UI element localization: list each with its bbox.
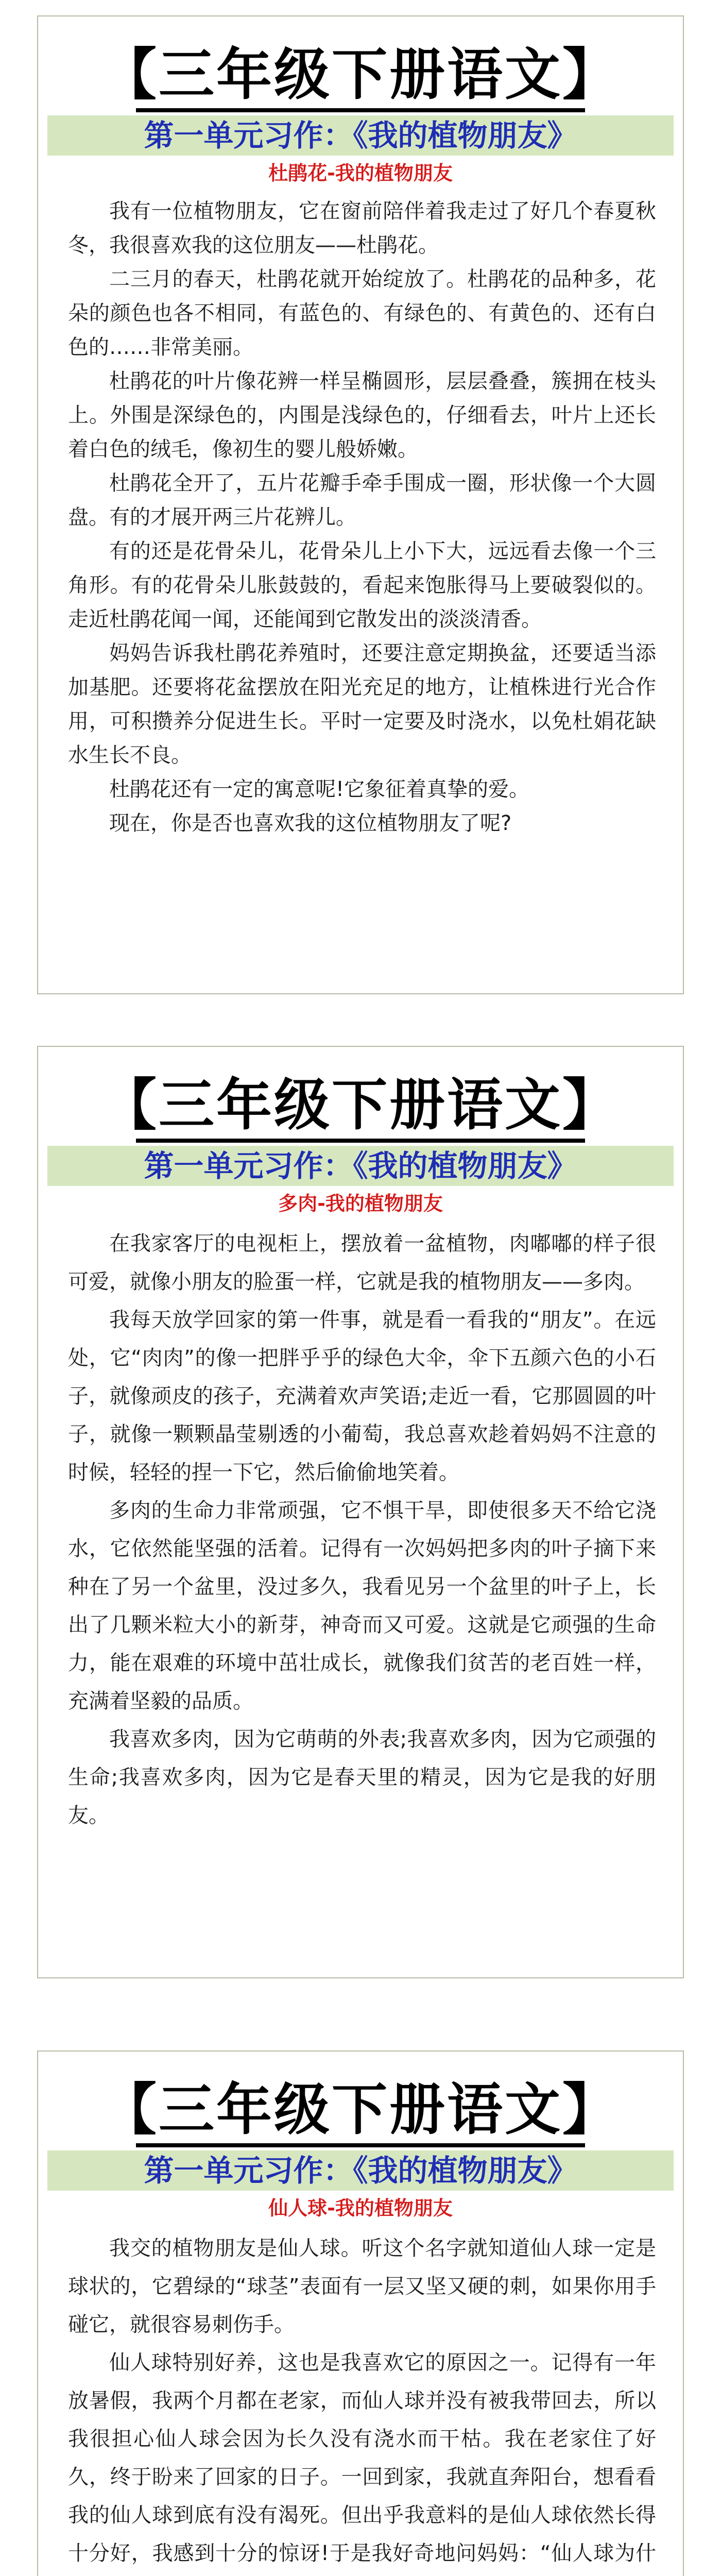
doc-title: 【三年级下册语文】	[100, 2078, 620, 2142]
essay-paragraph: 杜鹃花的叶片像花辨一样呈椭圆形，层层叠叠，簇拥在枝头上。外围是深绿色的，内围是浅绿色的，仔细看去，叶片上还长着白色的绒毛，像初生的婴儿般娇嫩。	[68, 369, 656, 461]
essay-card-azalea	[37, 15, 684, 994]
unit-title-bar: 第一单元习作：《我的植物朋友》	[47, 1146, 674, 1186]
title-underline	[136, 108, 585, 112]
essay-body	[68, 1225, 656, 1835]
essay-title: 多肉-我的植物朋友	[278, 1192, 443, 1215]
essay-paragraph: 杜鹃花还有一定的寓意呢!它象征着真挚的爱。	[109, 777, 530, 801]
essay-paragraph: 我喜欢多肉，因为它萌萌的外表;我喜欢多肉，因为它顽强的生命;我喜欢多肉，因为它是春天里的精灵，因为它是我的好朋友。	[68, 1727, 656, 1827]
essay-paragraph: 杜鹃花全开了，五片花瓣手牵手围成一圈，形状像一个大圆盘。有的才展开两三片花辨儿。	[68, 471, 656, 529]
essay-paragraph: 多肉的生命力非常顽强，它不惧干旱，即使很多天不给它浇水，它依然能坚强的活着。记得有一次妈妈把多肉的叶子摘下来种在了另一个盆里，没过多久，我看见另一个盆里的叶子上，长出了几颗米粒大小的新芽，神奇而又可爱。这就是它顽强的生命力，能在艰难的环境中茁壮成长，就像我们贫苦的老百姓一样，充满着坚毅的品质。	[68, 1499, 656, 1713]
essay-paragraph: 妈妈告诉我杜鹃花养殖时，还要注意定期换盆，还要适当添加基肥。还要将花盆摆放在阳光充足的地方，让植株进行光合作用，可积攒养分促进生长。平时一定要及时浇水，以免杜娟花缺水生长不良。	[68, 641, 656, 767]
essay-paragraph: 仙人球特别好养，这也是我喜欢它的原因之一。记得有一年放暑假，我两个月都在老家，而仙人球并没有被我带回去，所以我很担心仙人球会因为长久没有浇水而干枯。我在老家住了好久，终于盼来了回家的日子。一回到家，我就直奔阳台，想看看我的仙人球到底有没有渴死。但出乎我意料的是仙人球依然长得十分好，我感到十分的惊讶!于是我好奇地问妈妈：“仙人球为什	[68, 2351, 656, 2565]
essay-paragraph: 二三月的春天，杜鹃花就开始绽放了。杜鹃花的品种多，花朵的颜色也各不相同，有蓝色的、有绿色的、有黄色的、还有白色的……非常美丽。	[68, 267, 656, 359]
doc-title: 【三年级下册语文】	[100, 1073, 620, 1138]
essay-paragraph: 我交的植物朋友是仙人球。听这个名字就知道仙人球一定是球状的，它碧绿的“球茎”表面有一层又坚又硬的刺，如果你用手碰它，就很容易刺伤手。	[68, 2236, 656, 2336]
unit-title-bar: 第一单元习作：《我的植物朋友》	[47, 115, 674, 156]
essay-paragraph: 我每天放学回家的第一件事，就是看一看我的“朋友”。在远处，它“肉肉”的像一把胖乎乎的绿色大伞，伞下五颜六色的小石子，就像顽皮的孩子，充满着欢声笑语;走近一看，它那圆圆的叶子，就像一颗颗晶莹剔透的小葡萄，我总喜欢趁着妈妈不注意的时候，轻轻的捏一下它，然后偷偷地笑着。	[68, 1308, 656, 1484]
essay-body	[68, 2229, 656, 2576]
essay-body	[68, 194, 656, 840]
unit-title-bar: 第一单元习作：《我的植物朋友》	[47, 2150, 674, 2191]
essay-title: 杜鹃花-我的植物朋友	[268, 162, 453, 184]
essay-paragraph: 现在，你是否也喜欢我的这位植物朋友了呢?	[109, 811, 512, 835]
essay-paragraph: 有的还是花骨朵儿，花骨朵儿上小下大，远远看去像一个三角形。有的花骨朵儿胀鼓鼓的，看起来饱胀得马上要破裂似的。走近杜鹃花闻一闻，还能闻到它散发出的淡淡清香。	[68, 539, 656, 631]
essay-title: 仙人球-我的植物朋友	[268, 2197, 453, 2219]
essay-paragraph: 我有一位植物朋友，它在窗前陪伴着我走过了好几个春夏秋冬，我很喜欢我的这位朋友——杜鹃花。	[68, 199, 656, 257]
essay-card-cactus	[37, 2050, 684, 2576]
title-underline	[136, 2143, 585, 2147]
essay-paragraph: 在我家客厅的电视柜上，摆放着一盆植物，肉嘟嘟的样子很可爱，就像小朋友的脸蛋一样，它就是我的植物朋友——多肉。	[68, 1232, 656, 1294]
essay-card-succulent	[37, 1046, 684, 1978]
doc-title: 【三年级下册语文】	[100, 43, 620, 107]
title-underline	[136, 1139, 585, 1143]
